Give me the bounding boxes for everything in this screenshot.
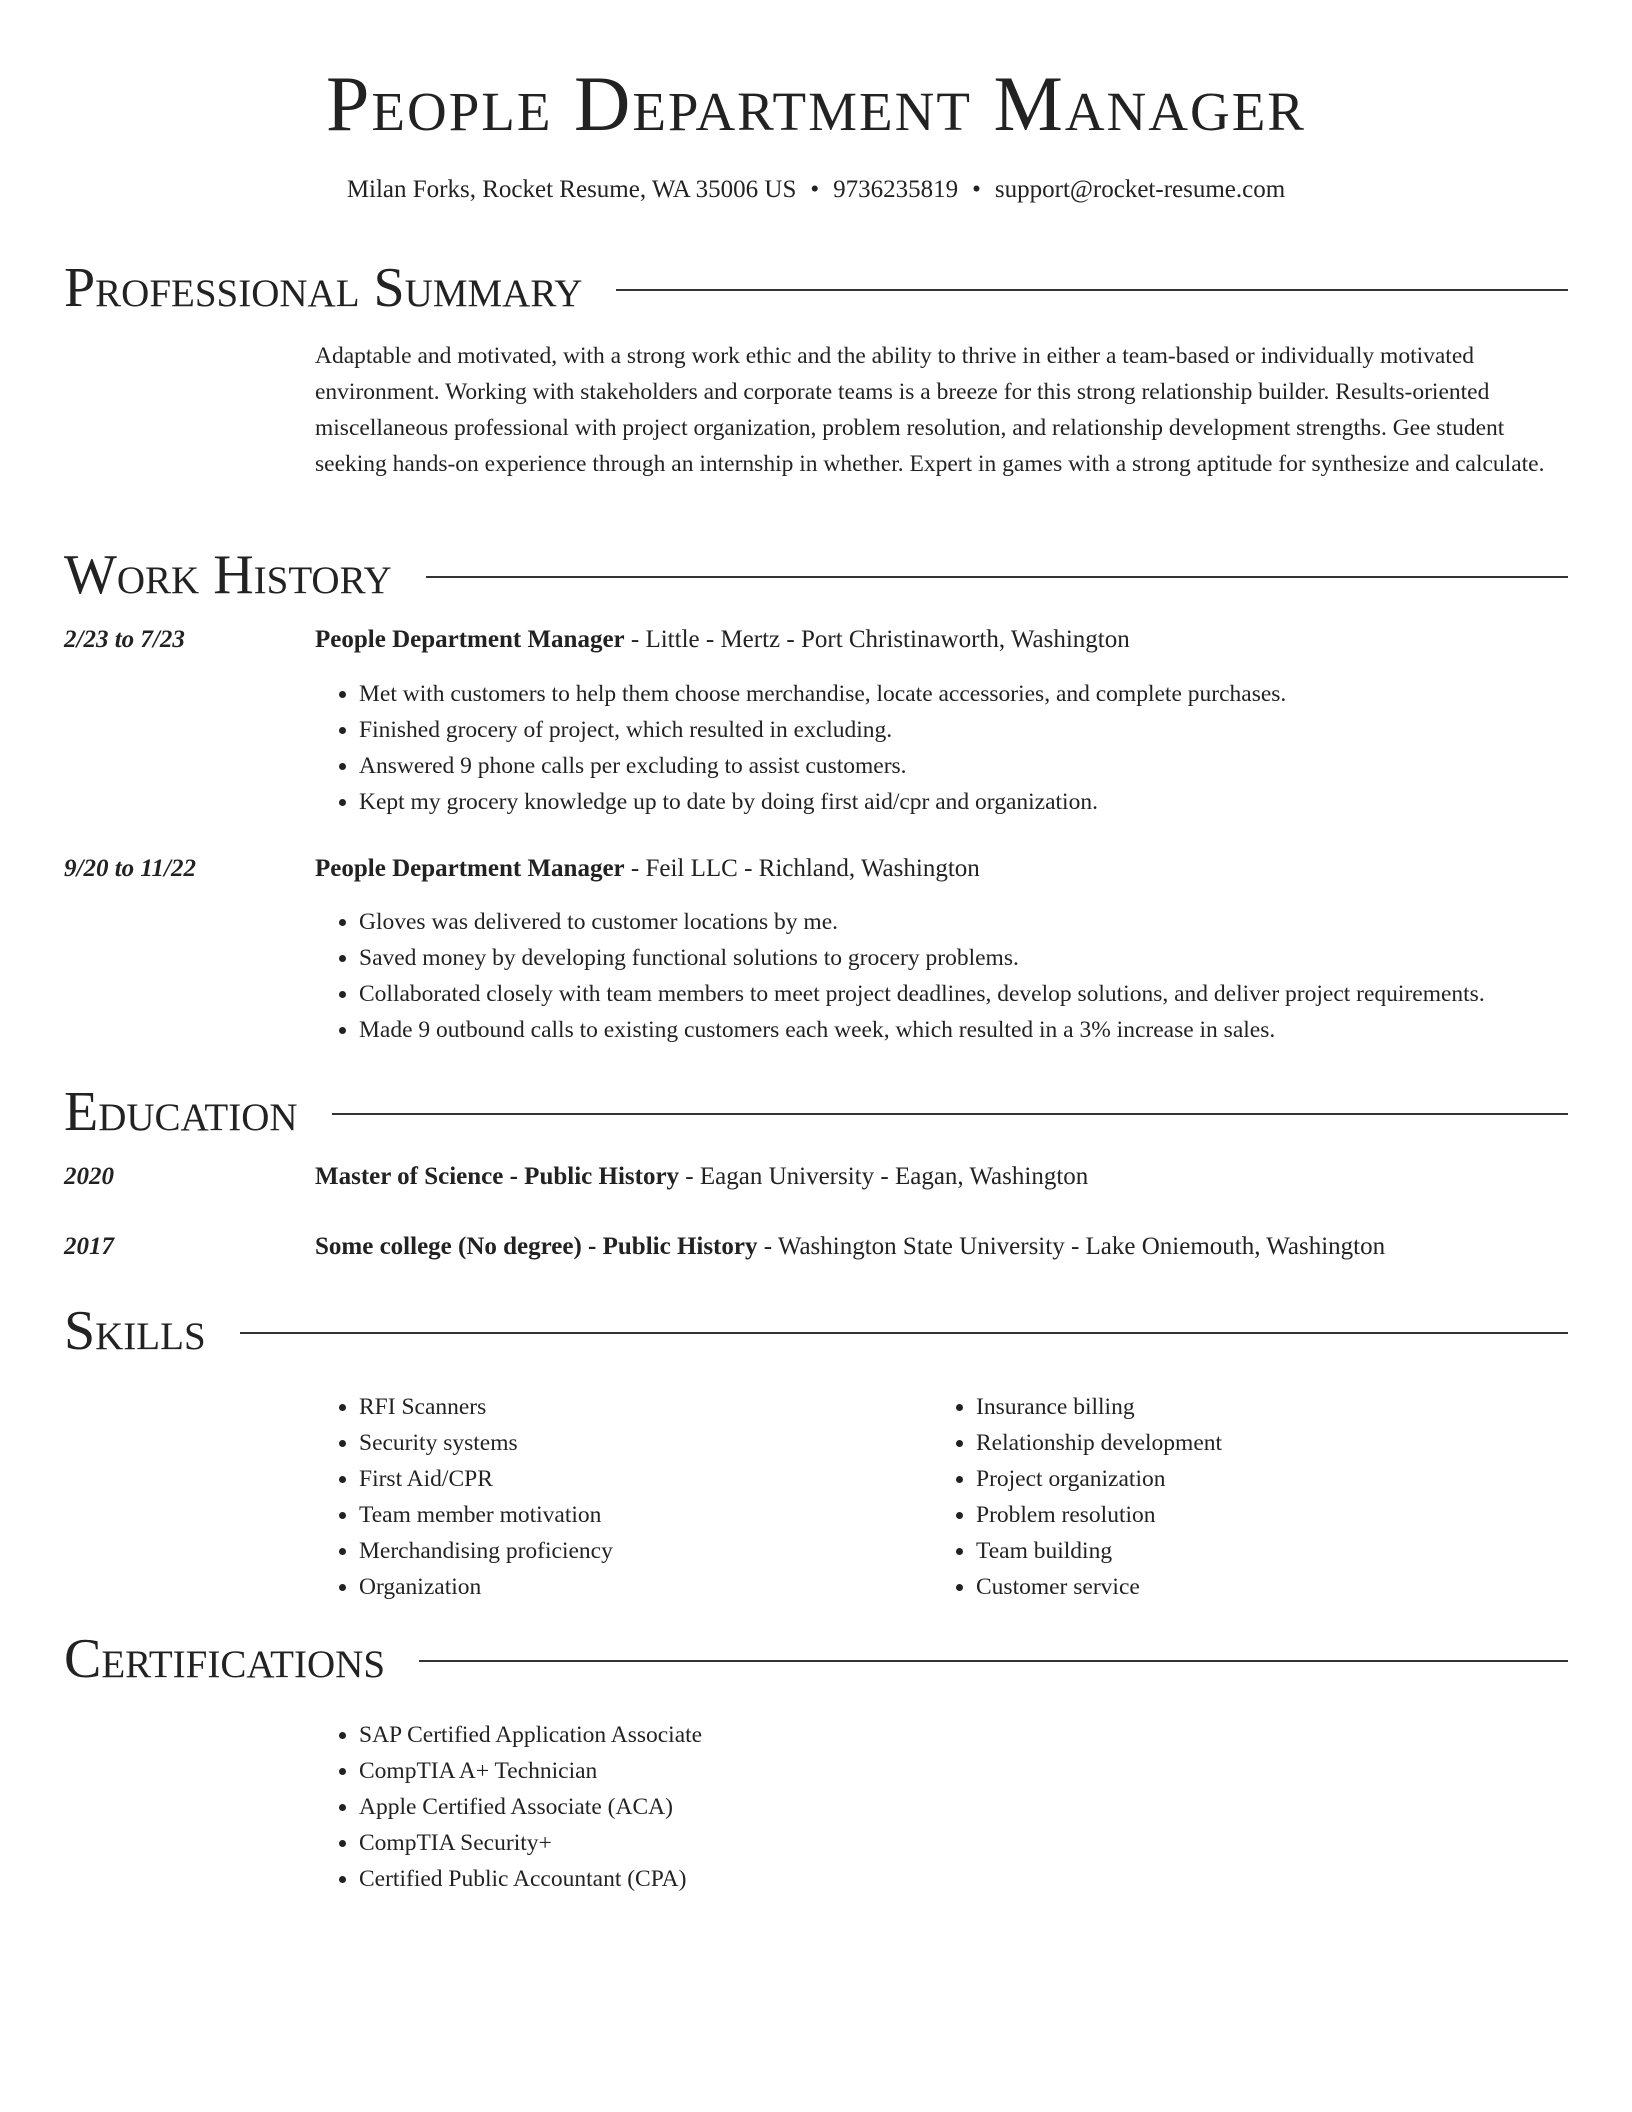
certifications-section-header xyxy=(64,1627,1568,1691)
list-item: • Relationship development xyxy=(976,1425,1222,1461)
resume-name: People Department Manager xyxy=(326,60,1306,147)
job-title: People Department Manager xyxy=(315,855,625,882)
contact-phone: 9736235819 xyxy=(833,176,959,203)
job-employer-location: - Feil LLC - Richland, Washington xyxy=(624,855,980,882)
skills-section-header xyxy=(64,1299,1568,1363)
list-item: • Problem resolution xyxy=(976,1497,1222,1533)
contact-separator: • xyxy=(810,176,820,203)
section-divider xyxy=(616,289,1568,291)
list-item: • Gloves was delivered to customer locations by me. xyxy=(359,904,1485,940)
school-location: - Eagan University - Eagan, Washington xyxy=(679,1163,1089,1190)
section-title-certifications: Certifications xyxy=(64,1628,386,1690)
list-item: • Apple Certified Associate (ACA) xyxy=(359,1789,702,1825)
list-item: • Collaborated closely with team members to meet project deadlines, develop solutions, and deliver project requirements. xyxy=(359,976,1485,1012)
work-bullets xyxy=(315,904,1485,1048)
education-heading xyxy=(315,1161,1568,1193)
summary-section-header xyxy=(64,256,1568,320)
section-divider xyxy=(332,1113,1568,1115)
list-item: • Team member motivation xyxy=(359,1497,613,1533)
list-item: • Customer service xyxy=(976,1569,1222,1605)
list-item: • Finished grocery of project, which resulted in excluding. xyxy=(359,712,1286,748)
list-item: • RFI Scanners xyxy=(359,1389,613,1425)
work-heading xyxy=(315,853,1568,885)
skills-list-right xyxy=(932,1389,1222,1605)
work-dates: 9/20 to 11/22 xyxy=(64,855,196,882)
section-title-work: Work History xyxy=(64,544,392,606)
certifications-list xyxy=(315,1717,702,1897)
list-item: • Saved money by developing functional solutions to grocery problems. xyxy=(359,940,1485,976)
contact-separator: • xyxy=(972,176,981,203)
section-divider xyxy=(419,1660,1568,1662)
list-item: • Kept my grocery knowledge up to date by doing first aid/cpr and organization. xyxy=(359,784,1286,820)
degree: Master of Science - Public History xyxy=(315,1163,680,1190)
list-item: • CompTIA Security+ xyxy=(359,1825,702,1861)
contact-line xyxy=(64,174,1568,206)
work-bullets xyxy=(315,676,1286,820)
list-item: • First Aid/CPR xyxy=(359,1461,613,1497)
list-item: • Merchandising proficiency xyxy=(359,1533,613,1569)
list-item: • CompTIA A+ Technician xyxy=(359,1753,702,1789)
list-item: • Made 9 outbound calls to existing customers each week, which resulted in a 3% increase in sales. xyxy=(359,1012,1485,1048)
education-year: 2017 xyxy=(64,1233,114,1260)
work-dates: 2/23 to 7/23 xyxy=(64,626,185,653)
summary-text: Adaptable and motivated, with a strong work ethic and the ability to thrive in either a team-based or individually motivated environment. Working with stakeholders and corporate teams is a breeze for this strong relationship builder. Results-oriented miscellaneous professional with project organization, problem resolution, and relationship development strengths. Gee student seeking hands-on experience through an internship in whether. Expert in games with a strong aptitude for synthesize and calculate. xyxy=(315,343,1545,477)
section-divider xyxy=(426,576,1568,578)
list-item: • Project organization xyxy=(976,1461,1222,1497)
list-item: • Answered 9 phone calls per excluding to assist customers. xyxy=(359,748,1286,784)
work-section-header xyxy=(64,543,1568,607)
list-item: • Security systems xyxy=(359,1425,613,1461)
contact-address: Milan Forks, Rocket Resume, WA 35006 US xyxy=(346,176,797,203)
education-heading xyxy=(315,1231,1568,1263)
list-item: • Team building xyxy=(976,1533,1222,1569)
list-item: • Certified Public Accountant (CPA) xyxy=(359,1861,702,1897)
work-heading xyxy=(315,624,1568,656)
education-section-header xyxy=(64,1080,1568,1144)
section-divider xyxy=(240,1332,1568,1334)
degree: Some college (No degree) - Public History xyxy=(315,1233,758,1260)
list-item: • Organization xyxy=(359,1569,613,1605)
section-title-skills: Skills xyxy=(64,1300,206,1362)
list-item: • Met with customers to help them choose merchandise, locate accessories, and complete purchases. xyxy=(359,676,1286,712)
school-location: - Washington State University - Lake Oniemouth, Washington xyxy=(757,1233,1386,1260)
job-title: People Department Manager xyxy=(315,626,625,653)
education-year: 2020 xyxy=(64,1163,114,1190)
list-item: • Insurance billing xyxy=(976,1389,1222,1425)
contact-email: support@rocket-resume.com xyxy=(994,176,1286,203)
job-employer-location: - Little - Mertz - Port Christinaworth, Washington xyxy=(624,626,1130,653)
list-item: • SAP Certified Application Associate xyxy=(359,1717,702,1753)
section-title-summary: Professional Summary xyxy=(64,257,583,319)
skills-list-left xyxy=(315,1389,613,1605)
section-title-education: Education xyxy=(64,1081,298,1143)
